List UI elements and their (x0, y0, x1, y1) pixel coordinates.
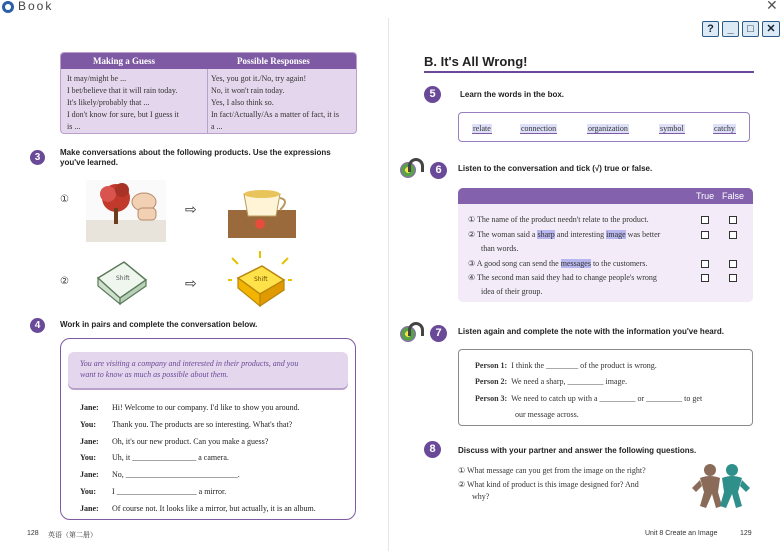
person-3-label: Person 3: (475, 394, 508, 403)
guess-left-0: It may/might be ... (67, 74, 127, 83)
checkbox-2-true[interactable] (701, 231, 709, 239)
arrow-1-icon: ⇨ (185, 203, 197, 218)
section-b-title: B. It's All Wrong! (424, 54, 528, 69)
section-8-number: 8 (424, 441, 441, 458)
statement-3-post: to the customers. (590, 259, 648, 268)
guess-table-divider (207, 69, 208, 134)
true-false-statements (458, 204, 753, 302)
key-product-image (90, 258, 152, 306)
highlight-sharp: sharp (537, 230, 555, 239)
statement-4-text: The second man said they had to change people's wrong (477, 273, 657, 282)
app-logo-icon (2, 1, 14, 13)
section-3-instruction (60, 148, 360, 168)
checkbox-1-true[interactable] (701, 216, 709, 224)
statement-3-pre: A good song can send the (476, 259, 561, 268)
statement-1-number: ① (468, 215, 476, 224)
guess-table-header (61, 53, 357, 69)
word-connection: connection (521, 124, 557, 133)
person-3-text-cont: our message across. (515, 410, 579, 419)
statement-3-number: ③ (468, 259, 476, 268)
person-3-text: We need to catch up with a _________ or _________ to get (511, 394, 703, 403)
dialog-speaker-0: Jane: (80, 403, 99, 412)
arrow-2-icon: ⇨ (185, 277, 197, 292)
guess-right-3: In fact/Actually/As a matter of fact, it is (211, 110, 339, 119)
close-icon[interactable]: ✕ (766, 0, 778, 13)
minimize-button[interactable]: _ (722, 21, 739, 37)
statement-2-mid: and interesting (554, 230, 607, 239)
question-2-cont: why? (472, 492, 490, 501)
dialog-speaker-6: Jane: (80, 504, 99, 513)
dialog-scenario-note (68, 352, 348, 388)
true-false-box (458, 188, 753, 302)
tree-product-image (86, 180, 166, 242)
false-label: False (722, 191, 745, 201)
app-title: Book (18, 0, 54, 13)
note-person-3 (475, 394, 702, 403)
section-5-instruction: Learn the words in the box. (460, 90, 565, 99)
section-8-instruction: Discuss with your partner and answer the following questions. (458, 446, 697, 455)
section-b-rule (424, 71, 754, 73)
section-5-number: 5 (424, 86, 441, 103)
statement-4-number: ④ (468, 273, 476, 282)
person-1-text: I think the ________ of the product is wrong. (511, 361, 657, 370)
guess-left-1: I bet/believe that it will rain today. (67, 86, 178, 95)
dialog-note-line1: You are visiting a company and interested in their products, and you (80, 359, 299, 368)
dialog-speaker-4: Jane: (80, 470, 99, 479)
help-button[interactable]: ? (702, 21, 719, 37)
statement-2-cont: than words. (481, 244, 519, 253)
guess-left-4: is ... (67, 122, 81, 131)
section-3-number: 3 (30, 150, 45, 165)
section-3-instruction-line2: you've learned. (60, 158, 118, 167)
dialog-speaker-2: Jane: (80, 437, 99, 446)
dialog-line-3: Uh, it ________________ a camera. (112, 453, 229, 462)
dialog-line-1: Thank you. The products are so interesting. What's that? (112, 420, 293, 429)
dialog-speaker-5: You: (80, 487, 97, 496)
person-2-label: Person 2: (475, 377, 508, 386)
section-7-number: 7 (430, 325, 447, 342)
footer-right-unit: Unit 8 Create an Image (645, 530, 718, 537)
glowing-key-image (228, 250, 292, 312)
hands-symbol-image (688, 462, 754, 514)
statement-4 (468, 273, 657, 282)
checkbox-4-true[interactable] (701, 274, 709, 282)
statement-1 (468, 215, 649, 224)
guess-left-3: I don't know for sure, but I guess it (67, 110, 179, 119)
checkbox-1-false[interactable] (729, 216, 737, 224)
dialog-line-2: Oh, it's our new product. Can you make a guess? (112, 437, 269, 446)
note-box (458, 349, 753, 426)
section-6-number: 6 (430, 162, 447, 179)
section-6-instruction: Listen to the conversation and tick (√) true or false. (458, 164, 653, 173)
word-symbol: symbol (660, 124, 684, 133)
checkbox-3-false[interactable] (729, 260, 737, 268)
word-box (458, 112, 750, 142)
section-3-instruction-line1: Make conversations about the following products. Use the expressions (60, 148, 331, 157)
word-organization: organization (588, 124, 628, 133)
svg-text:Shift: Shift (254, 276, 268, 283)
dialog-speaker-3: You: (80, 453, 97, 462)
guess-table (60, 52, 357, 134)
page-divider (388, 18, 389, 551)
checkbox-4-false[interactable] (729, 274, 737, 282)
statement-2-post: was better (625, 230, 661, 239)
footer-left-book: 英语（第二册） (48, 532, 97, 539)
dialog-note-line2: want to know as much as possible about them. (80, 370, 229, 379)
item-marker-1: ① (60, 194, 69, 205)
question-1: ① What message can you get from the image on the right? (458, 466, 646, 475)
statement-3 (468, 259, 647, 268)
maximize-button[interactable]: □ (742, 21, 759, 37)
true-label: True (696, 191, 715, 201)
window-close-button[interactable]: ✕ (762, 21, 780, 37)
guess-right-1: No, it won't rain today. (211, 86, 285, 95)
statement-2 (468, 230, 660, 239)
section-7-instruction: Listen again and complete the note with the information you've heard. (458, 327, 724, 336)
dialog-line-4: No, ____________________________. (112, 470, 240, 479)
dialog-line-5: I ____________________ a mirror. (112, 487, 227, 496)
dialog-line-6: Of course not. It looks like a mirror, but actually, it is an album. (112, 504, 316, 513)
guess-right-0: Yes, you got it./No, try again! (211, 74, 307, 83)
word-catchy: catchy (714, 124, 735, 133)
audio-7-icon[interactable] (400, 322, 422, 342)
person-1-label: Person 1: (475, 361, 508, 370)
footer-left-page: 128 (27, 530, 39, 537)
statement-2-pre: The woman said a (477, 230, 538, 239)
guess-header-responses: Possible Responses (237, 56, 310, 66)
statement-2-number: ② (468, 230, 476, 239)
section-4-instruction: Work in pairs and complete the conversation below. (60, 320, 258, 329)
highlight-messages: messages (560, 259, 591, 268)
footer-right-page: 129 (740, 530, 752, 537)
true-false-header (458, 188, 753, 204)
guess-header-making: Making a Guess (93, 56, 156, 66)
guess-right-2: Yes, I also think so. (211, 98, 274, 107)
person-2-text: We need a sharp, _________ image. (511, 377, 628, 386)
statement-1-text: The name of the product needn't relate to the product. (477, 215, 649, 224)
cup-product-image (224, 180, 300, 242)
app-titlebar (0, 0, 782, 16)
note-person-1 (475, 361, 657, 370)
note-person-2 (475, 377, 627, 386)
question-2: ② What kind of product is this image designed for? And (458, 480, 639, 489)
guess-left-2: It's likely/probably that ... (67, 98, 150, 107)
svg-text:Shift: Shift (116, 275, 130, 282)
audio-6-icon[interactable] (400, 158, 422, 178)
checkbox-3-true[interactable] (701, 260, 709, 268)
dialog-note-text (80, 358, 340, 380)
dialog-speaker-1: You: (80, 420, 97, 429)
section-4-number: 4 (30, 318, 45, 333)
statement-4-cont: idea of their group. (481, 287, 543, 296)
checkbox-2-false[interactable] (729, 231, 737, 239)
dialog-line-0: Hi! Welcome to our company. I'd like to show you around. (112, 403, 300, 412)
word-relate: relate (473, 124, 491, 133)
item-marker-2: ② (60, 276, 69, 287)
guess-right-4: a ... (211, 122, 223, 131)
highlight-image: image (606, 230, 626, 239)
